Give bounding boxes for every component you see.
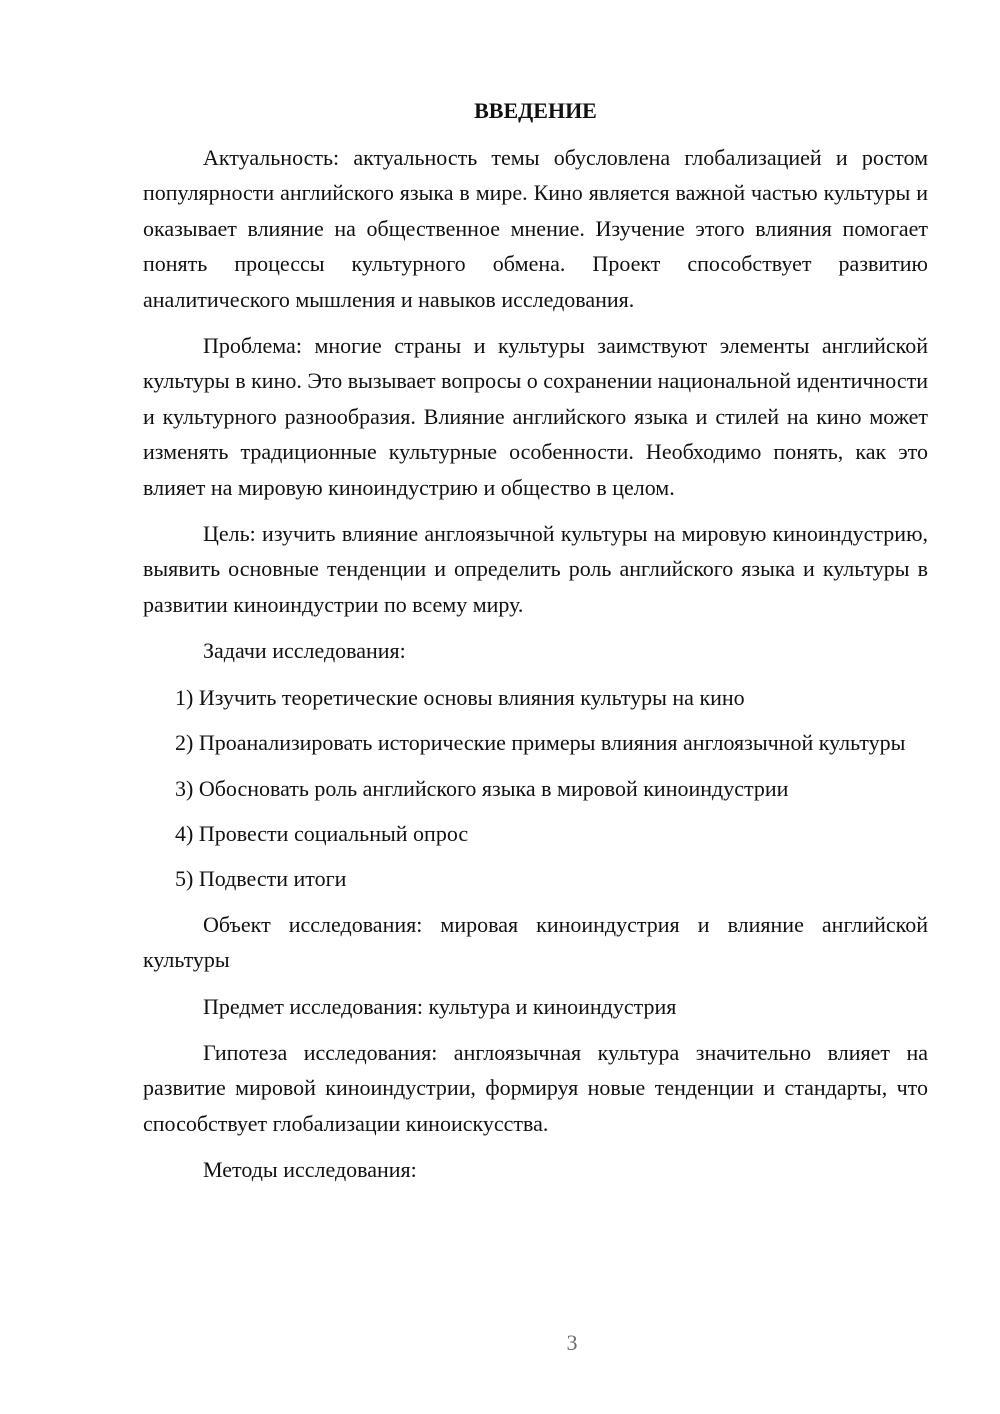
section-heading: ВВЕДЕНИЕ	[474, 98, 597, 123]
paragraph-subject: Предмет исследования: культура и киноиндустрия	[203, 993, 677, 1019]
paragraph-problem: Проблема: многие страны и культуры заимствуют элементы английской культуры в кино. Это вызывает вопросы о сохранении национальной идентичности и культурного разнообразия. Влияние английского языка и стилей на кино может изменять традиционные культурные особенности. Необходимо понять, как это влияет на мировую киноиндустрию и общество в целом.	[143, 333, 928, 500]
paragraph-tasks-intro: Задачи исследования:	[203, 638, 406, 664]
paragraph-methods: Методы исследования:	[203, 1157, 417, 1183]
task-item-3: 3) Обосновать роль английского языка в мировой киноиндустрии	[175, 775, 789, 801]
paragraph-hypothesis: Гипотеза исследования: англоязычная культура значительно влияет на развитие мировой киноиндустрии, формируя новые тенденции и стандарты, что способствует глобализации киноискусства.	[143, 1039, 928, 1136]
document-body	[143, 93, 928, 1199]
page-number: 3	[566, 1330, 578, 1355]
task-item-2: 2) Проанализировать исторические примеры влияния англоязычной культуры	[175, 730, 906, 756]
task-item-5: 5) Подвести итоги	[175, 866, 347, 892]
paragraph-goal: Цель: изучить влияние англоязычной культуры на мировую киноиндустрию, выявить основные тенденции и определить роль английского языка и культуры в развитии киноиндустрии по всему миру.	[143, 521, 928, 617]
paragraph-relevance: Актуальность: актуальность темы обусловлена глобализацией и ростом популярности английского языка в мире. Кино является важной частью культуры и оказывает влияние на общественное мнение. Изучение этого влияния помогает понять процессы культурного обмена. Проект способствует развитию аналитического мышления и навыков исследования.	[143, 145, 928, 312]
paragraph-object: Объект исследования: мировая киноиндустрия и влияние английской культуры	[143, 911, 928, 973]
task-item-4: 4) Провести социальный опрос	[175, 820, 469, 846]
task-item-1: 1) Изучить теоретические основы влияния культуры на кино	[175, 684, 745, 710]
